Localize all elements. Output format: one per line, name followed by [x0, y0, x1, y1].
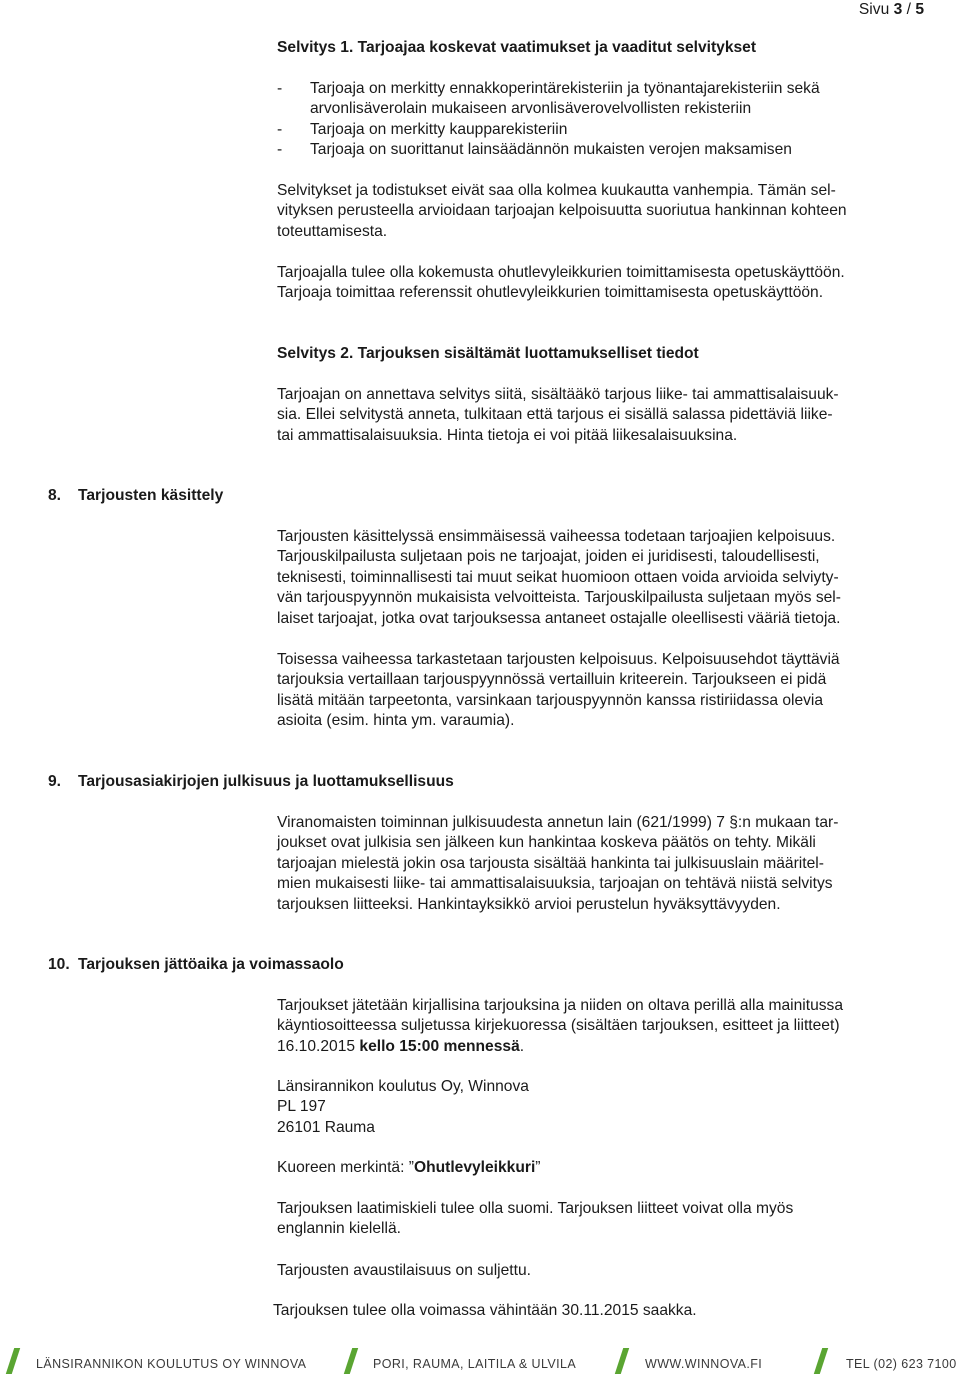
list-dash: -: [277, 141, 283, 159]
text-line: vän tarjouspyynnön mukaisista velvoitteista. Tarjouskilpailusta suljetaan myös sel-: [277, 589, 841, 607]
footer-slash: [6, 1348, 20, 1374]
page-number: Sivu 3 / 5: [858, 1, 924, 18]
deadline-date: 16.10.2015: [277, 1037, 356, 1055]
list-item: [277, 120, 927, 140]
text-line: laiset tarjoajat, jotka ovat tarjouksessa antaneet ostajalle oleellisesti vääriä tietoja.: [277, 609, 841, 627]
list-item-text: Tarjoaja on merkitty kaupparekisteriin: [310, 120, 568, 138]
opening-paragraph: Tarjousten avaustilaisuus on suljettu.: [277, 1262, 531, 1279]
text-line: Toisessa vaiheessa tarkastetaan tarjousten kelpoisuus. Kelpoisuusehdot täyttäviä: [277, 651, 840, 668]
text-line: Tarjoukset jätetään kirjallisina tarjouksina ja niiden on oltava perillä alla mainitussa: [277, 997, 844, 1014]
text-line: Tarjousten käsittelyssä ensimmäisessä vaiheessa todetaan tarjoajien kelpoisuus.: [277, 528, 836, 545]
footer-company: LÄNSIRANNIKON KOULUTUS OY WINNOVA: [36, 1357, 307, 1371]
text-line: sia. Ellei selvitystä anneta, tulkitaan että tarjous ei sisällä salassa pidettäviä liike-: [277, 406, 833, 424]
list-dash: -: [277, 120, 283, 138]
section-10-heading: [48, 955, 344, 975]
text-line: Viranomaisten toiminnan julkisuudesta annetun lain (621/1999) 7 §:n mukaan tar-: [277, 814, 839, 831]
text-line: vityksen perusteella arvioidaan tarjoajan kelpoisuutta suoriutua hankinnan kohteen: [277, 202, 847, 220]
text-line: tai ammattisalaisuuksia. Hinta tietoja ei voi pitää liikesalaisuuksina.: [277, 426, 738, 444]
footer-slash: [344, 1348, 358, 1374]
section-9-paragraph: [277, 813, 927, 915]
footer-website: WWW.WINNOVA.FI: [645, 1357, 763, 1371]
address-line: 26101 Rauma: [277, 1118, 375, 1136]
section-8-paragraph-1: [277, 527, 927, 629]
validity-paragraph: Tarjouksen tulee olla voimassa vähintään 30.11.2015 saakka.: [273, 1302, 697, 1319]
section-8-heading: [48, 486, 223, 506]
envelope-marking: [277, 1158, 927, 1178]
footer-slash: [615, 1348, 629, 1374]
text-line: mien mukaisesti liike- tai ammattisalaisuuksia, tarjoajan on tehtävä niistä selvitys: [277, 875, 833, 893]
text-line: Tarjoaja toimittaa referenssit ohutlevyleikkurien toimittamisesta opetuskäyttöön.: [277, 284, 824, 302]
text-line: teknisesti, toiminnallisesti tai muut seikat huomioon ottaen voida arvioida selviyty-: [277, 568, 839, 586]
list-dash: -: [277, 80, 283, 97]
text-line: Tarjoajalla tulee olla kokemusta ohutlevyleikkurien toimittamisesta opetuskäyttöön.: [277, 264, 845, 281]
footer-locations: PORI, RAUMA, LAITILA & ULVILA: [373, 1357, 577, 1371]
section-10-paragraph-1: [277, 996, 927, 1057]
list-item-text: Tarjoaja on merkitty ennakkoperintärekisteriin ja työnantajarekisteriin sekä: [310, 80, 820, 97]
text-line: asioita (esim. hinta ym. varaumia).: [277, 712, 515, 730]
text-line: tarjoajan mielestä jokin osa tarjousta sisältää hankinta tai julkisuuslain määritel-: [277, 854, 824, 872]
text-line: joukset ovat julkisia sen jälkeen kun hankintaa koskeva päätös on tehty. Mikäli: [277, 834, 816, 852]
footer-bar: [0, 1344, 960, 1384]
envelope-close: ”: [535, 1159, 541, 1176]
requirements-list: [277, 79, 927, 161]
text-line: Tarjouskilpailusta suljetaan pois ne tarjoajat, joiden ei juridisesti, taloudellisesti,: [277, 548, 820, 566]
language-paragraph: [277, 1199, 927, 1240]
selvitys-1-paragraph-2: [277, 263, 927, 304]
selvitys-1-paragraph-1: [277, 181, 927, 242]
selvitys-1-title: Selvitys 1. Tarjoajaa koskevat vaatimukset ja vaaditut selvitykset: [277, 39, 757, 56]
deadline-line: 16.10.2015 kello 15:00 mennessä.: [277, 1037, 525, 1055]
list-item: [277, 79, 927, 120]
selvitys-2-title: Selvitys 2. Tarjouksen sisältämät luottamukselliset tiedot: [277, 345, 699, 362]
envelope-label: Kuoreen merkintä: ”: [277, 1159, 414, 1176]
delivery-address: [277, 1077, 927, 1138]
list-item-text: arvonlisäverolain mukaiseen arvonlisäverovelvollisten rekisteriin: [310, 100, 752, 118]
text-line: Selvitykset ja todistukset eivät saa olla kolmea kuukautta vanhempia. Tämän sel-: [277, 182, 836, 199]
text-line: tarjouksia vertaillaan tarjouspyynnössä vertailluin kriteerein. Tarjoukseen ei pidä: [277, 671, 827, 689]
section-8-paragraph-2: [277, 650, 927, 732]
text-line: toteuttamisesta.: [277, 222, 388, 240]
section-title: Tarjouksen jättöaika ja voimassaolo: [78, 956, 344, 973]
text-line: lisätä mitään tarpeetonta, varsinkaan tarjouspyynnön kanssa ristiriidassa olevia: [277, 691, 824, 709]
text-line: käyntiosoitteessa suljetussa kirjekuoressa (sisältäen tarjouksen, esitteet ja liitteet): [277, 1017, 840, 1035]
section-number: 8.: [48, 487, 62, 504]
text-line: Tarjoajan on annettava selvitys siitä, sisältääkö tarjous liike- tai ammattisalaisuuk-: [277, 386, 839, 403]
footer-phone: TEL (02) 623 7100: [846, 1357, 957, 1371]
section-number: 10.: [48, 956, 70, 973]
text-line: tarjouksen liitteeksi. Hankintayksikkö arvioi perustelun hyväksyttävyyden.: [277, 895, 781, 913]
section-title: Tarjousten käsittely: [78, 487, 224, 504]
selvitys-2-paragraph: [277, 385, 927, 446]
footer-slash: [814, 1348, 828, 1374]
envelope-mark: Ohutlevyleikkuri: [413, 1159, 536, 1176]
text-line: englannin kielellä.: [277, 1220, 401, 1238]
deadline-time: kello 15:00 mennessä: [359, 1037, 520, 1055]
address-line: Länsirannikon koulutus Oy, Winnova: [277, 1078, 529, 1095]
section-title: Tarjousasiakirjojen julkisuus ja luottamuksellisuus: [78, 773, 454, 790]
section-9-heading: [48, 772, 454, 792]
text-line: Tarjouksen laatimiskieli tulee olla suomi. Tarjouksen liitteet voivat olla myös: [277, 1200, 794, 1217]
section-number: 9.: [48, 773, 62, 790]
list-item-text: Tarjoaja on suorittanut lainsäädännön mukaisten verojen maksamisen: [310, 141, 792, 159]
list-item: [277, 140, 927, 160]
address-line: PL 197: [277, 1098, 326, 1116]
